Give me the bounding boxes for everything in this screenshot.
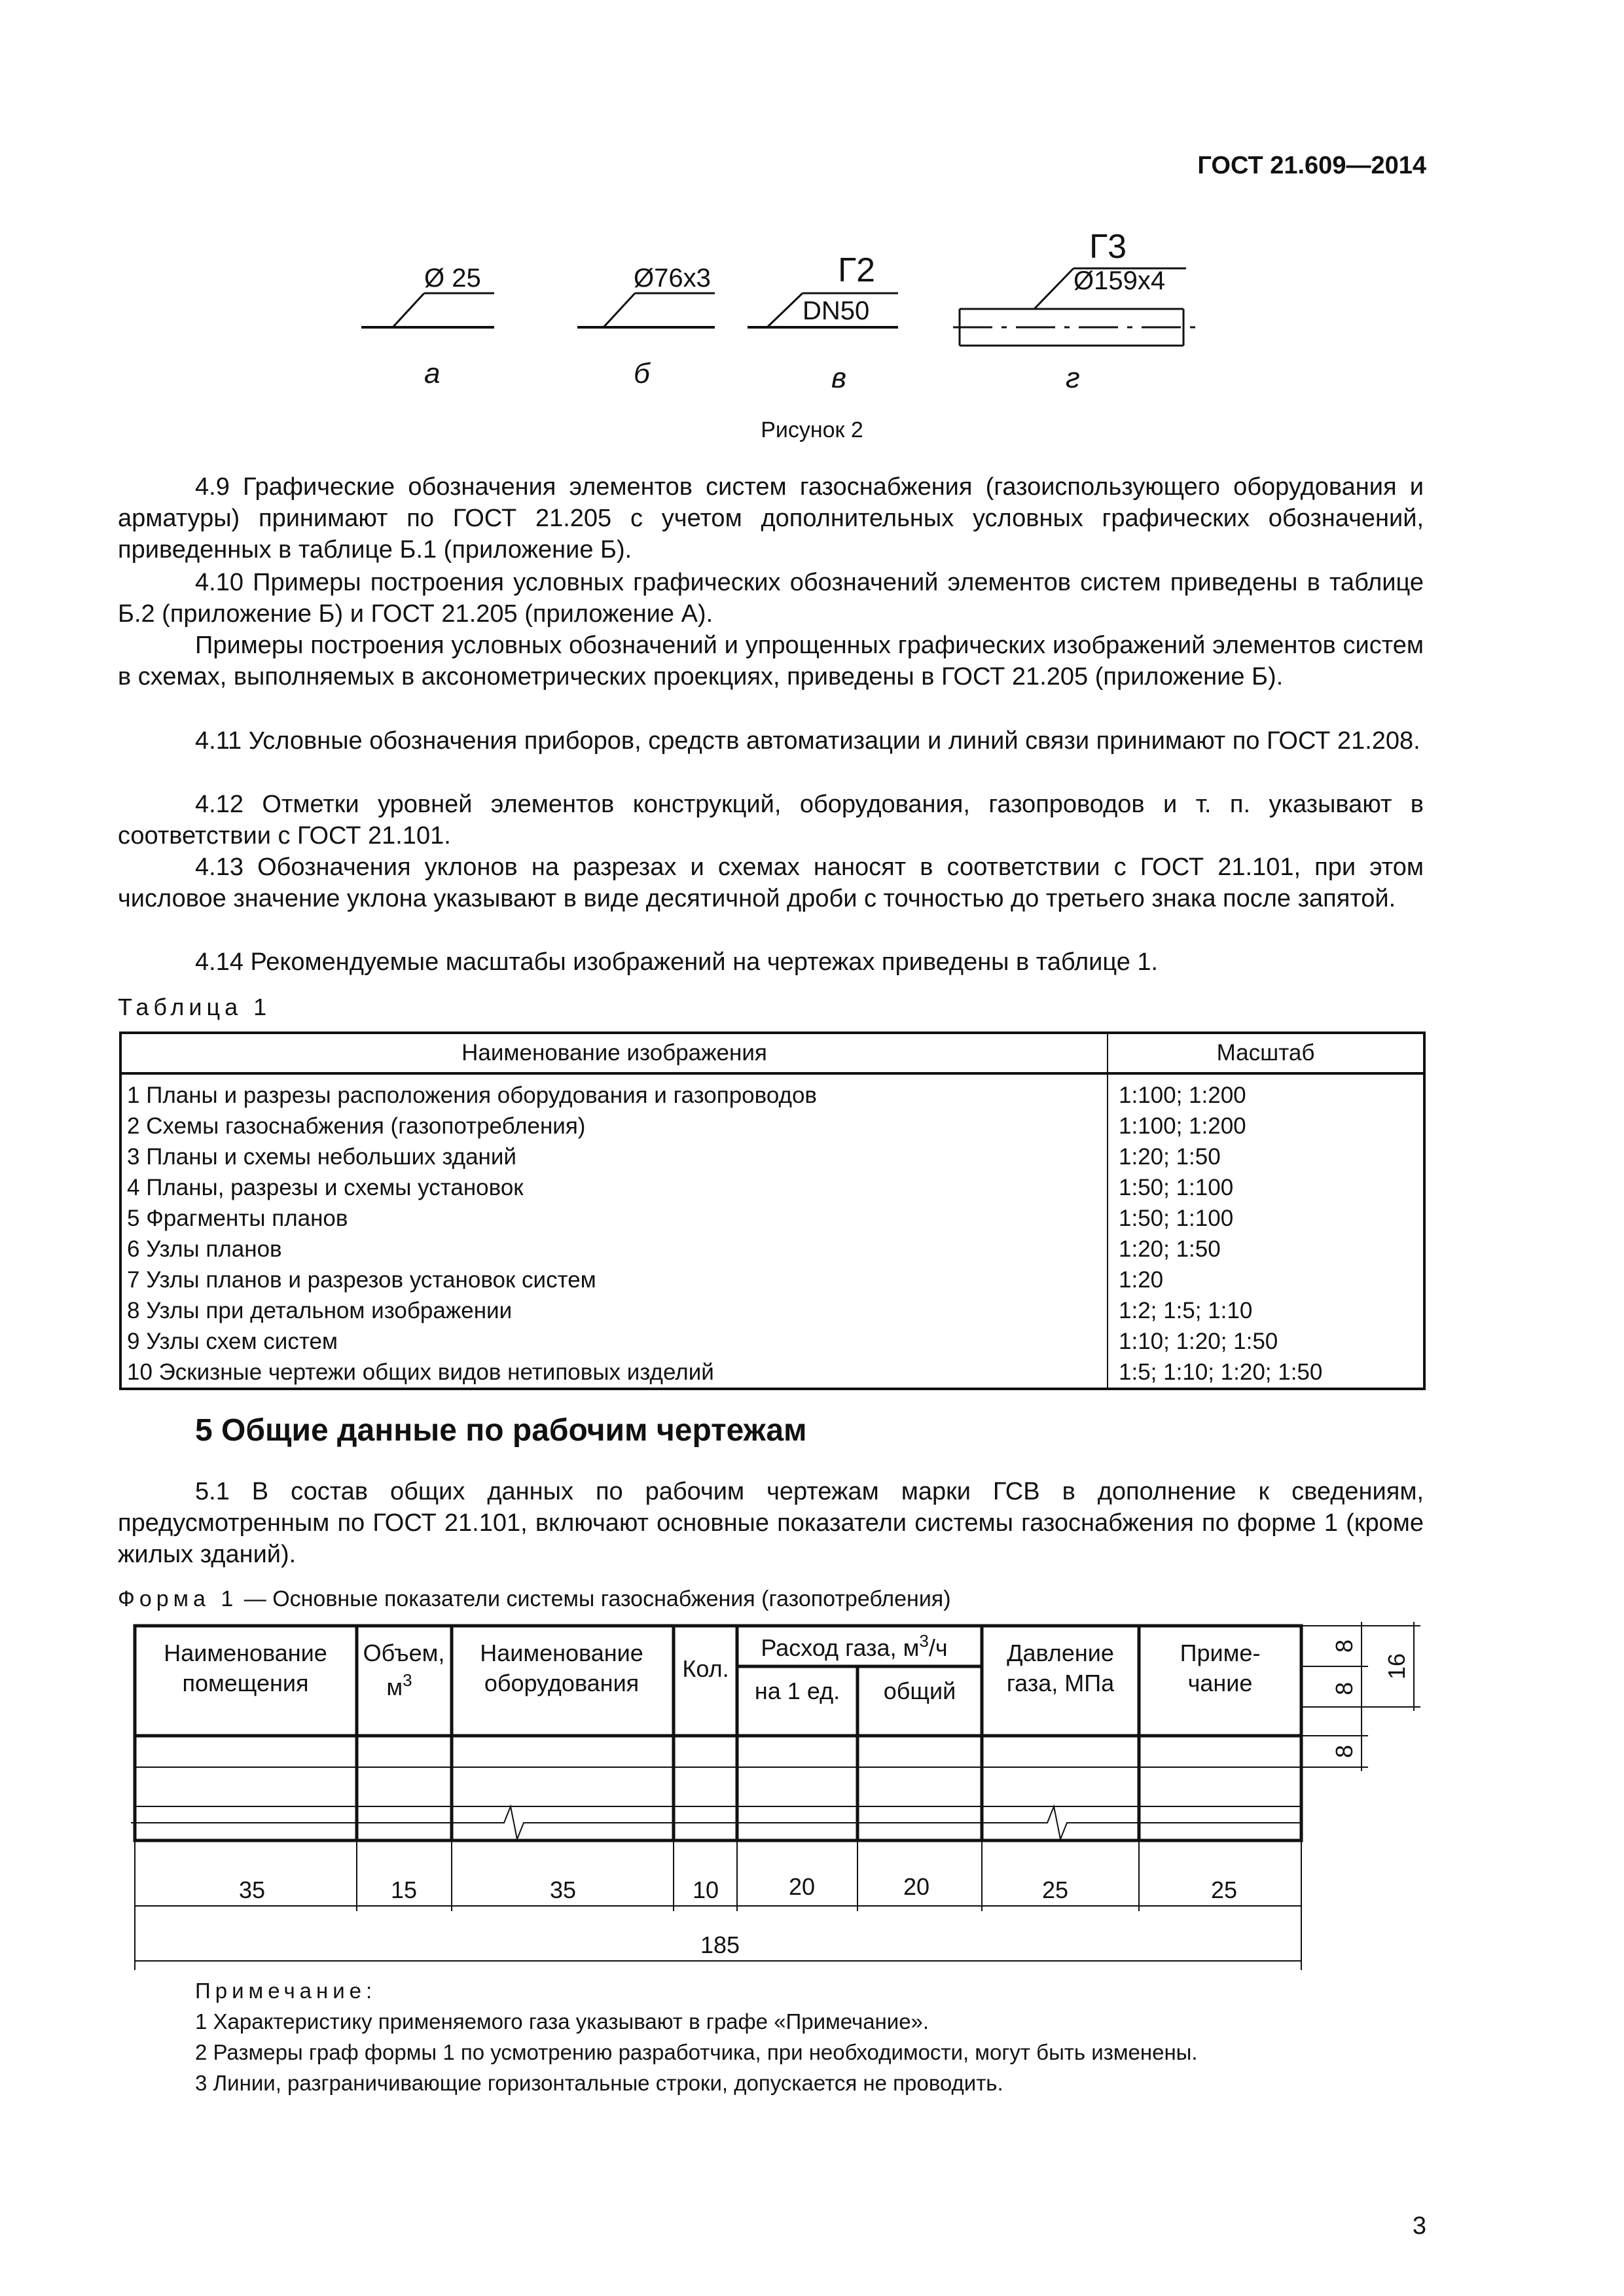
form-col-note-1: Приме- [1180,1640,1261,1666]
table-header-name: Наименование изображения [120,1033,1108,1073]
paragraph-4-9: 4.9 Графические обозначения элементов систем газоснабжения (газоиспользующего оборудования и арматуры) принимают по ГОСТ 21.205 с учетом дополнительных условных графических обозначений, приведенных в таблице Б.1 (приложение Б). [118,473,1424,564]
table-cell: 1:10; 1:20; 1:50 [1108,1326,1424,1357]
form-width-7: 25 [1041,1876,1069,1903]
form-col-pressure-1: Давление [1007,1640,1114,1666]
form-width-6: 20 [903,1873,930,1900]
notes-title: Примечание: [195,1979,377,2003]
table-cell: 7 Узлы планов и разрезов установок систем [120,1265,1108,1295]
table-cell: 1:20 [1108,1265,1424,1295]
table-cell: 3 Планы и схемы небольших зданий [120,1141,1108,1172]
svg-text:м3 [386,1670,412,1700]
paragraph-4-12: 4.12 Отметки уровней элементов конструкций, оборудования, газопроводов и т. п. указывают в соответствии с ГОСТ 21.101. [118,791,1424,850]
form-gas-total: общий [883,1677,956,1704]
table-row [120,1357,1424,1389]
table-row [120,1234,1424,1265]
table-header-scale: Масштаб [1108,1033,1424,1073]
form-col-volume-sup: 3 [403,1670,412,1690]
table-cell: 1:100; 1:200 [1108,1111,1424,1141]
table-cell: 1:20; 1:50 [1108,1234,1424,1265]
fig2-letter-g: г [1066,362,1080,394]
note-item: 3 Линии, разграничивающие горизонтальные строки, допускается не проводить. [195,2071,1003,2095]
form-1-caption: — Основные показатели системы газоснабжения (газопотребления) [238,1587,951,1611]
table-row [120,1172,1424,1203]
table-row [120,1326,1424,1357]
form-row-dim-2: 8 [1331,1681,1358,1696]
fig2-b-dimension: Ø76x3 [634,264,711,293]
form-gas-per-unit: на 1 ед. [754,1677,840,1704]
figure-caption: Рисунок 2 [761,418,863,442]
table-cell: 10 Эскизные чертежи общих видов нетиповых изделий [120,1357,1108,1389]
fig2-v-label: Г2 [838,251,876,289]
form-width-4: 10 [692,1876,719,1903]
notes [195,1975,1198,2098]
table-cell: 8 Узлы при детальном изображении [120,1295,1108,1326]
paragraph-4-13: 4.13 Обозначения уклонов на разрезах и схемах наносят в соответствии с ГОСТ 21.101, при этом числовое значение уклона указывают в виде десятичной дроби с точностью до третьего знака после запятой. [118,853,1424,912]
table-row [120,1080,1424,1111]
form-col-equipment-2: оборудования [484,1670,640,1696]
table-cell: 1:20; 1:50 [1108,1141,1424,1172]
svg-text:Расход газа, м3/ч [761,1631,947,1661]
form-width-3: 35 [549,1876,577,1903]
form-width-8: 25 [1210,1876,1238,1903]
table-cell: 2 Схемы газоснабжения (газопотребления) [120,1111,1108,1141]
table-row [120,1265,1424,1295]
form-1-drawing [0,1597,1624,1970]
note-item: 2 Размеры граф формы 1 по усмотрению разработчика, при необходимости, могут быть изменены. [195,2040,1198,2064]
table-cell: 6 Узлы планов [120,1234,1108,1265]
form-width-2: 15 [390,1876,418,1903]
table-1 [119,1031,1426,1390]
section-5-title: 5 Общие данные по рабочим чертежам [195,1413,807,1448]
fig2-letter-b: б [634,357,650,389]
form-row-dim-1: 8 [1331,1639,1358,1653]
form-col-volume-1: Объем, [363,1640,445,1666]
table-row [120,1295,1424,1326]
figure-2 [0,209,1624,419]
page-number: 3 [1412,2212,1426,2240]
form-gas-flow-label: Расход газа, м [761,1634,920,1661]
table-cell: 1:50; 1:100 [1108,1172,1424,1203]
document-code: ГОСТ 21.609—2014 [1197,152,1426,179]
form-col-room-2: помещения [182,1670,309,1696]
form-col-pressure-2: газа, МПа [1006,1670,1115,1696]
note-item: 1 Характеристику применяемого газа указывают в графе «Примечание». [195,2009,929,2034]
paragraph-4-14: 4.14 Рекомендуемые масштабы изображений на чертежах приведены в таблице 1. [195,948,1159,976]
form-col-note-2: чание [1187,1670,1253,1696]
fig2-v-dimension: DN50 [803,296,870,325]
table-row [120,1141,1424,1172]
paragraph-4-10: 4.10 Примеры построения условных графических обозначений элементов систем приведены в таблице Б.2 (приложение Б) и ГОСТ 21.205 (приложение А). [118,569,1424,628]
fig2-a-dimension: Ø 25 [424,264,481,293]
form-col-room-1: Наименование [164,1640,327,1666]
fig2-g-label: Г3 [1089,228,1127,266]
table-cell: 5 Фрагменты планов [120,1203,1108,1234]
form-width-1: 35 [238,1876,266,1903]
paragraph-5-1: 5.1 В состав общих данных по рабочим чертежам марки ГСВ в дополнение к сведениям, предусмотренным по ГОСТ 21.101, включают основные показатели системы газоснабжения по форме 1 (кроме жилых зданий). [118,1478,1424,1568]
form-row-dim-3: 8 [1331,1744,1358,1759]
table-row [120,1111,1424,1141]
fig2-letter-a: а [424,357,441,389]
paragraph-4-11: 4.11 Условные обозначения приборов, средств автоматизации и линий связи принимают по ГОСТ 21.208. [195,727,1420,755]
form-1-label: Форма 1 [118,1587,238,1611]
table-cell: 1 Планы и разрезы расположения оборудования и газопроводов [120,1080,1108,1111]
form-gas-flow-sup: 3 [919,1631,929,1651]
table-cell: 1:2; 1:5; 1:10 [1108,1295,1424,1326]
form-col-volume-unit: м [386,1674,403,1700]
form-col-count: Кол. [682,1655,729,1682]
form-col-equipment-1: Наименование [480,1640,643,1666]
form-total-width: 185 [700,1931,740,1958]
paragraph-4-10-examples: Примеры построения условных обозначений и упрощенных графических изображений элементов систем в схемах, выполняемых в аксонометрических проекциях, приведены в ГОСТ 21.205 (приложение Б). [118,632,1424,691]
table-1-title: Таблица 1 [118,994,272,1020]
form-gas-flow-unit: /ч [928,1634,948,1661]
table-row [120,1203,1424,1234]
table-cell: 1:5; 1:10; 1:20; 1:50 [1108,1357,1424,1389]
fig2-letter-v: в [831,362,846,394]
table-cell: 1:50; 1:100 [1108,1203,1424,1234]
table-cell: 9 Узлы схем систем [120,1326,1108,1357]
table-cell: 1:100; 1:200 [1108,1080,1424,1111]
form-width-5: 20 [788,1873,816,1900]
table-cell: 4 Планы, разрезы и схемы установок [120,1172,1108,1203]
form-row-dim-4: 16 [1383,1653,1410,1680]
fig2-g-dimension: Ø159x4 [1074,266,1166,295]
